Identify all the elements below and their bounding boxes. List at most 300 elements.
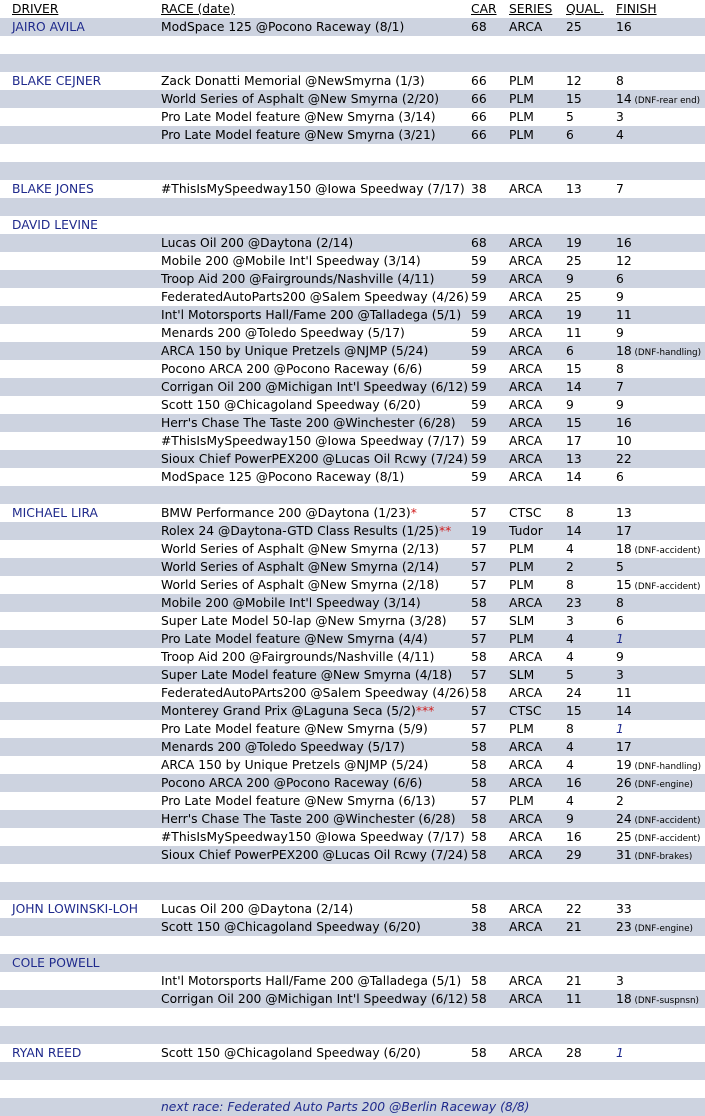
finish-text: 15 [616, 578, 632, 592]
qual-text: 12 [566, 74, 582, 88]
qual-text: 4 [566, 758, 574, 772]
car-text: 38 [471, 182, 487, 196]
car-cell [471, 846, 487, 864]
result-row [0, 18, 705, 36]
footnote-marker: ** [438, 524, 452, 538]
qual-text: 14 [566, 524, 582, 538]
finish-cell [616, 450, 632, 468]
car-cell [471, 972, 487, 990]
result-row [0, 234, 705, 252]
qual-text: 6 [566, 344, 574, 358]
finish-cell [616, 234, 632, 252]
footnote-marker: * [410, 506, 417, 520]
car-text: 57 [471, 794, 487, 808]
series-text: ARCA [509, 848, 543, 862]
car-cell [471, 72, 487, 90]
dnf-note: (DNF-handling) [631, 348, 702, 358]
car-text: 59 [471, 452, 487, 466]
race-cell [161, 990, 468, 1008]
result-row [0, 1044, 705, 1062]
race-text: Pro Late Model feature @New Smyrna (3/14) [161, 110, 436, 124]
driver-text: DAVID LEVINE [12, 218, 98, 232]
series-cell [509, 594, 542, 612]
result-row [0, 306, 705, 324]
race-cell [161, 540, 439, 558]
race-cell [161, 702, 434, 720]
finish-text: 14 [616, 704, 632, 718]
car-text: 59 [471, 254, 487, 268]
qual-cell [566, 1044, 582, 1062]
finish-cell [616, 720, 624, 738]
finish-cell [616, 774, 693, 794]
race-cell [161, 504, 417, 522]
series-text: PLM [509, 74, 534, 88]
race-cell [161, 612, 447, 630]
series-cell [509, 396, 542, 414]
qual-cell [566, 828, 582, 846]
series-text: PLM [509, 92, 534, 106]
qual-cell [566, 360, 582, 378]
series-text: PLM [509, 794, 534, 808]
finish-cell [616, 468, 624, 486]
result-row [0, 720, 705, 738]
qual-cell [566, 594, 582, 612]
qual-text: 21 [566, 974, 582, 988]
car-text: 57 [471, 506, 487, 520]
qual-text: 5 [566, 110, 574, 124]
car-cell [471, 468, 487, 486]
qual-cell [566, 810, 574, 828]
car-cell [471, 720, 487, 738]
race-text: Monterey Grand Prix @Laguna Seca (5/2) [161, 704, 416, 718]
qual-text: 6 [566, 128, 574, 142]
finish-text: 33 [616, 902, 632, 916]
finish-text: 4 [616, 128, 624, 142]
series-cell [509, 342, 542, 360]
series-text: ARCA [509, 182, 543, 196]
car-cell [471, 666, 487, 684]
series-text: ARCA [509, 740, 543, 754]
result-row [0, 972, 705, 990]
qual-cell [566, 900, 582, 918]
car-text: 58 [471, 596, 487, 610]
race-text: ModSpace 125 @Pocono Raceway (8/1) [161, 470, 405, 484]
dnf-note: (DNF-engine) [631, 780, 693, 790]
qual-text: 25 [566, 254, 582, 268]
result-row [0, 90, 705, 108]
footnote-marker: *** [415, 704, 435, 718]
finish-cell [616, 342, 701, 362]
car-text: 66 [471, 74, 487, 88]
race-cell [161, 126, 436, 144]
finish-cell [616, 828, 700, 848]
finish-text: 6 [616, 272, 624, 286]
finish-cell [616, 414, 632, 432]
car-cell [471, 414, 487, 432]
dnf-note: (DNF-accident) [631, 582, 701, 592]
series-cell [509, 1044, 542, 1062]
race-cell [161, 396, 421, 414]
driver-text: JAIRO AVILA [12, 20, 85, 34]
driver-text: BLAKE CEJNER [12, 74, 102, 88]
finish-text: 16 [616, 416, 632, 430]
finish-text: 22 [616, 452, 632, 466]
race-cell [161, 900, 353, 918]
series-text: ARCA [509, 470, 543, 484]
race-cell [161, 666, 452, 684]
series-text: ARCA [509, 398, 543, 412]
race-text: Menards 200 @Toledo Speedway (5/17) [161, 326, 405, 340]
finish-text: 17 [616, 524, 632, 538]
qual-cell [566, 252, 582, 270]
race-cell [161, 90, 439, 108]
series-text: SLM [509, 668, 535, 682]
series-cell [509, 252, 542, 270]
car-text: 68 [471, 236, 487, 250]
series-cell [509, 108, 534, 126]
qual-cell [566, 918, 582, 936]
finish-text: 9 [616, 650, 624, 664]
race-text: Menards 200 @Toledo Speedway (5/17) [161, 740, 405, 754]
result-row [0, 594, 705, 612]
series-text: ARCA [509, 812, 543, 826]
finish-cell [616, 846, 692, 866]
race-cell [161, 918, 421, 936]
series-cell [509, 846, 542, 864]
series-cell [509, 810, 542, 828]
finish-cell [616, 540, 700, 560]
result-row [0, 522, 705, 540]
race-cell [161, 630, 428, 648]
dnf-note: (DNF-accident) [631, 834, 701, 844]
car-text: 57 [471, 722, 487, 736]
driver-text: BLAKE JONES [12, 182, 94, 196]
series-cell [509, 990, 542, 1008]
race-cell [161, 468, 404, 486]
qual-cell [566, 666, 574, 684]
race-text: BMW Performance 200 @Daytona (1/23) [161, 506, 411, 520]
series-cell [509, 522, 543, 540]
car-text: 59 [471, 344, 487, 358]
car-text: 58 [471, 992, 487, 1006]
series-text: ARCA [509, 254, 543, 268]
series-cell [509, 234, 542, 252]
race-cell [161, 360, 422, 378]
car-text: 57 [471, 614, 487, 628]
result-row [0, 558, 705, 576]
series-cell [509, 720, 534, 738]
race-cell [161, 972, 461, 990]
driver-cell [12, 180, 94, 198]
car-cell [471, 342, 487, 360]
car-cell [471, 1044, 487, 1062]
series-cell [509, 792, 534, 810]
finish-cell [616, 666, 624, 684]
race-cell [161, 756, 428, 774]
race-text: FederatedAutoParts200 @Salem Speedway (4/26) [161, 290, 469, 304]
car-text: 59 [471, 380, 487, 394]
series-text: ARCA [509, 380, 543, 394]
race-text: ModSpace 125 @Pocono Raceway (8/1) [161, 20, 405, 34]
finish-cell [616, 702, 632, 720]
series-cell [509, 468, 542, 486]
finish-cell [616, 576, 700, 596]
car-text: 59 [471, 416, 487, 430]
finish-cell [616, 396, 624, 414]
car-cell [471, 918, 487, 936]
finish-text: 3 [616, 974, 624, 988]
car-column-header: CAR [471, 2, 497, 16]
race-cell [161, 324, 405, 342]
spacer-row [0, 144, 705, 162]
race-text: Pocono ARCA 200 @Pocono Raceway (6/6) [161, 776, 423, 790]
car-cell [471, 108, 487, 126]
car-cell [471, 630, 487, 648]
race-text: Pro Late Model feature @New Smyrna (3/21) [161, 128, 436, 142]
car-text: 68 [471, 20, 487, 34]
qual-text: 15 [566, 92, 582, 106]
race-text: ARCA 150 by Unique Pretzels @NJMP (5/24) [161, 758, 429, 772]
finish-text: 5 [616, 560, 624, 574]
qual-cell [566, 702, 582, 720]
car-cell [471, 432, 487, 450]
qual-text: 16 [566, 830, 582, 844]
finish-cell [616, 252, 632, 270]
series-text: ARCA [509, 362, 543, 376]
series-text: PLM [509, 578, 534, 592]
series-cell [509, 972, 542, 990]
qual-text: 4 [566, 740, 574, 754]
result-row [0, 270, 705, 288]
car-cell [471, 594, 487, 612]
qual-text: 15 [566, 362, 582, 376]
race-text: Int'l Motorsports Hall/Fame 200 @Talladega (5/1) [161, 308, 462, 322]
qual-cell [566, 324, 582, 342]
result-row [0, 72, 705, 90]
finish-text: 16 [616, 236, 632, 250]
finish-text: 8 [616, 596, 624, 610]
driver-cell [12, 216, 98, 234]
series-cell [509, 90, 534, 108]
race-cell [161, 792, 436, 810]
race-cell [161, 72, 425, 90]
race-cell [161, 558, 439, 576]
series-text: PLM [509, 542, 534, 556]
qual-cell [566, 522, 582, 540]
car-text: 57 [471, 704, 487, 718]
finish-cell [616, 270, 624, 288]
series-text: PLM [509, 560, 534, 574]
series-text: ARCA [509, 830, 543, 844]
qual-cell [566, 972, 582, 990]
qual-text: 13 [566, 182, 582, 196]
finish-text: 6 [616, 614, 624, 628]
race-cell [161, 720, 428, 738]
qual-cell [566, 540, 574, 558]
driver-cell [12, 900, 138, 918]
qual-text: 11 [566, 326, 582, 340]
qual-text: 4 [566, 542, 574, 556]
result-row [0, 450, 705, 468]
qual-cell [566, 648, 574, 666]
series-text: ARCA [509, 920, 543, 934]
car-text: 66 [471, 128, 487, 142]
series-cell [509, 72, 534, 90]
car-cell [471, 288, 487, 306]
dnf-note: (DNF-engine) [631, 924, 693, 934]
result-row [0, 216, 705, 234]
finish-text: 24 [616, 812, 632, 826]
qual-text: 9 [566, 398, 574, 412]
car-text: 57 [471, 560, 487, 574]
race-cell [161, 234, 353, 252]
finish-cell [616, 684, 632, 702]
car-text: 58 [471, 830, 487, 844]
series-text: ARCA [509, 776, 543, 790]
series-cell [509, 666, 534, 684]
series-text: ARCA [509, 434, 543, 448]
series-cell [509, 378, 542, 396]
series-text: ARCA [509, 290, 543, 304]
series-text: Tudor [509, 524, 543, 538]
qual-cell [566, 270, 574, 288]
car-cell [471, 828, 487, 846]
qual-text: 17 [566, 434, 582, 448]
car-cell [471, 702, 487, 720]
car-cell [471, 558, 487, 576]
series-text: ARCA [509, 992, 543, 1006]
qual-text: 9 [566, 272, 574, 286]
car-text: 58 [471, 686, 487, 700]
car-cell [471, 504, 487, 522]
race-text: Pro Late Model feature @New Smyrna (5/9) [161, 722, 428, 736]
spacer-row [0, 1026, 705, 1044]
series-cell [509, 306, 542, 324]
finish-cell [616, 900, 632, 918]
car-cell [471, 792, 487, 810]
dnf-note: (DNF-rear end) [631, 96, 701, 106]
finish-text: 18 [616, 992, 632, 1006]
qual-text: 14 [566, 470, 582, 484]
series-text: ARCA [509, 416, 543, 430]
qual-text: 19 [566, 308, 582, 322]
car-text: 59 [471, 398, 487, 412]
qual-text: 25 [566, 20, 582, 34]
finish-cell [616, 792, 624, 810]
finish-cell [616, 972, 624, 990]
race-text: Mobile 200 @Mobile Int'l Speedway (3/14) [161, 254, 421, 268]
series-cell [509, 540, 534, 558]
car-text: 58 [471, 1046, 487, 1060]
race-text: Corrigan Oil 200 @Michigan Int'l Speedway (6/12) [161, 992, 469, 1006]
race-text: Pocono ARCA 200 @Pocono Raceway (6/6) [161, 362, 423, 376]
finish-text: 14 [616, 92, 632, 106]
driver-text: JOHN LOWINSKI-LOH [12, 902, 139, 916]
car-text: 59 [471, 290, 487, 304]
series-cell [509, 738, 542, 756]
race-text: Zack Donatti Memorial @NewSmyrna (1/3) [161, 74, 425, 88]
race-text: World Series of Asphalt @New Smyrna (2/14) [161, 560, 440, 574]
series-cell [509, 180, 542, 198]
race-text: World Series of Asphalt @New Smyrna (2/18) [161, 578, 440, 592]
qual-cell [566, 90, 582, 108]
race-text: World Series of Asphalt @New Smyrna (2/13) [161, 542, 440, 556]
qual-cell [566, 126, 574, 144]
qual-cell [566, 306, 582, 324]
finish-text: 12 [616, 254, 632, 268]
dnf-note: (DNF-suspnsn) [631, 996, 699, 1006]
qual-text: 4 [566, 632, 574, 646]
qual-column-header: QUAL. [566, 2, 604, 16]
qual-cell [566, 792, 574, 810]
series-cell [509, 828, 542, 846]
series-cell [509, 270, 542, 288]
driver-text: COLE POWELL [12, 956, 100, 970]
result-row [0, 810, 705, 828]
dnf-note: (DNF-accident) [631, 546, 701, 556]
race-cell [161, 306, 461, 324]
car-text: 58 [471, 776, 487, 790]
spacer-row [0, 162, 705, 180]
car-cell [471, 540, 487, 558]
qual-text: 29 [566, 848, 582, 862]
result-row [0, 378, 705, 396]
series-text: ARCA [509, 974, 543, 988]
series-text: ARCA [509, 272, 543, 286]
car-text: 57 [471, 632, 487, 646]
qual-cell [566, 180, 582, 198]
qual-text: 19 [566, 236, 582, 250]
series-text: ARCA [509, 308, 543, 322]
result-row [0, 126, 705, 144]
race-cell [161, 828, 465, 846]
race-text: Super Late Model feature @New Smyrna (4/18) [161, 668, 453, 682]
series-text: ARCA [509, 686, 543, 700]
qual-cell [566, 756, 574, 774]
car-text: 59 [471, 434, 487, 448]
spacer-row [0, 198, 705, 216]
qual-text: 8 [566, 722, 574, 736]
race-text: ARCA 150 by Unique Pretzels @NJMP (5/24) [161, 344, 429, 358]
series-cell [509, 558, 534, 576]
qual-cell [566, 468, 582, 486]
race-text: #ThisIsMySpeedway150 @Iowa Speedway (7/17) [161, 830, 465, 844]
finish-column-header: FINISH [616, 2, 657, 16]
race-cell [161, 594, 421, 612]
car-text: 58 [471, 902, 487, 916]
series-cell [509, 612, 534, 630]
spacer-row [0, 54, 705, 72]
finish-text: 10 [616, 434, 632, 448]
qual-text: 21 [566, 920, 582, 934]
qual-text: 14 [566, 380, 582, 394]
qual-cell [566, 576, 574, 594]
race-text: Pro Late Model feature @New Smyrna (4/4) [161, 632, 428, 646]
series-column-header: SERIES [509, 2, 553, 16]
qual-text: 25 [566, 290, 582, 304]
driver-column-header: DRIVER [12, 2, 59, 16]
spacer-row [0, 864, 705, 882]
finish-cell [616, 360, 624, 378]
qual-cell [566, 738, 574, 756]
car-text: 57 [471, 668, 487, 682]
car-cell [471, 396, 487, 414]
car-cell [471, 252, 487, 270]
finish-cell [616, 378, 624, 396]
finish-cell [616, 918, 693, 938]
finish-cell [616, 90, 700, 110]
finish-cell [616, 810, 700, 830]
